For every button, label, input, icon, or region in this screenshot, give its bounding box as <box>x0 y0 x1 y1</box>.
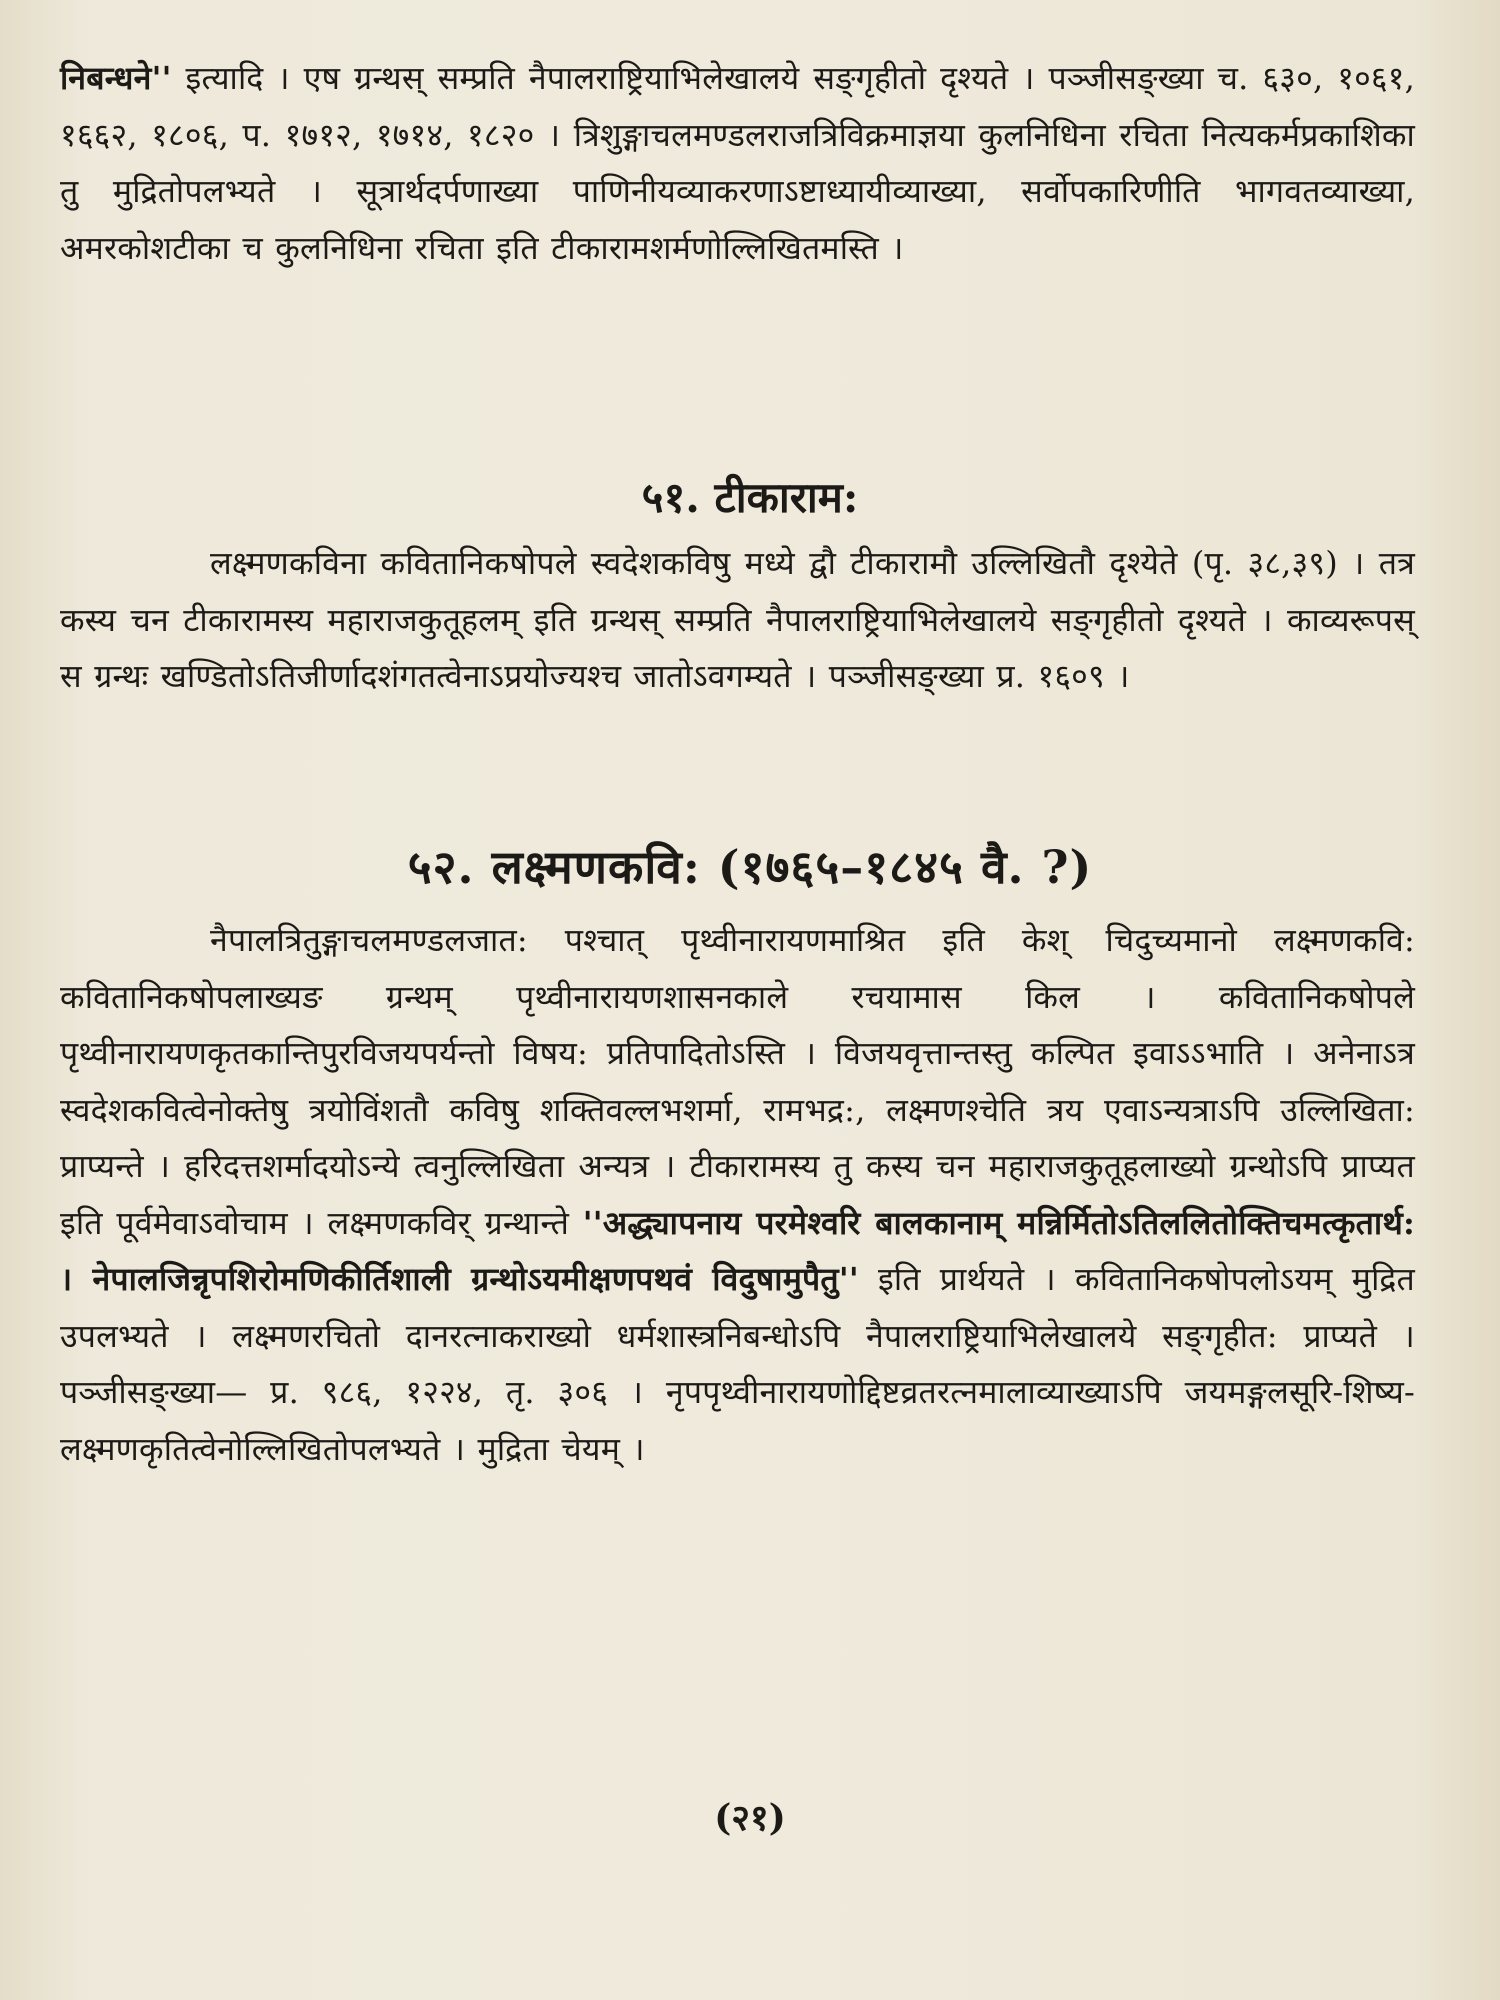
section-52-text-end: इति प्रार्थयते । कवितानिकषोपलोऽयम् मुद्रित उपलभ्यते । लक्ष्मणरचितो दानरत्नाकराख्यो धर्मशास्त्रनिबन्धोऽपि नैपालराष्ट्रियाभिलेखालये सङ्गृहीत: प्राप्यते । पञ्जीसङ्ख्या— प्र. ९८६, १२२४, तृ. ३०६ । नृपपृथ्वीनारायणोद्दिष्टव्रतरत्नमालाव्याख्याऽपि जयमङ्गलसूरि-शिष्य-लक्ष्मणकृतित्वेनोल्लिखितोपलभ्यते । मुद्रिता चेयम् । <box>60 1260 1415 1468</box>
section-52-paragraph <box>60 912 1415 1477</box>
section-52-text-start: नैपालत्रितुङ्गाचलमण्डलजात: पश्चात् पृथ्वीनारायणमाश्रित इति केश् चिदुच्यमानो लक्ष्मणकवि: कवितानिकषोपलाख्यङ ग्रन्थम् पृथ्वीनारायणशासनकाले रचयामास किल । कवितानिकषोपले पृथ्वीनारायणकृतकान्तिपुरविजयपर्यन्तो विषय: प्रतिपादितोऽस्ति । विजयवृत्तान्तस्तु कल्पित इवाऽऽभाति । अनेनाऽत्र स्वदेशकवित्वेनोक्तेषु त्रयोविंशतौ कविषु शक्तिवल्लभशर्मा, रामभद्र:, लक्ष्मणश्चेति त्रय एवाऽन्यत्राऽपि उल्लिखिता: प्राप्यन्ते । हरिदत्तशर्मादयोऽन्ये त्वनुल्लिखिता अन्यत्र । टीकारामस्य तु कस्य चन महाराजकुतूहलाख्यो ग्रन्थोऽपि प्राप्यत इति पूर्वमेवाऽवोचाम । लक्ष्मणकविर् ग्रन्थान्ते <box>60 921 1415 1242</box>
page-number: (२१) <box>714 1797 786 1839</box>
intro-text: इत्यादि । एष ग्रन्थस् सम्प्रति नैपालराष्ट्रियाभिलेखालये सङ्गृहीतो दृश्यते । पञ्जीसङ्ख्या च. ६३०, १०६१, १६६२, १८०६, प. १७१२, १७१४, १८२० । त्रिशुङ्गाचलमण्डलराजत्रिविक्रमाज्ञया कुलनिधिना रचिता नित्यकर्मप्रकाशिका तु मुद्रितोपलभ्यते । सूत्रार्थदर्पणाख्या पाणिनीयव्याकरणाऽष्टाध्यायीव्याख्या, सर्वोपकारिणीति भागवतव्याख्या, अमरकोशटीका च कुलनिधिना रचिता इति टीकारामशर्मणोल्लिखितमस्ति । <box>60 59 1415 267</box>
section-51-heading: ५१. टीकाराम: <box>641 473 859 522</box>
section-52-quote: ''अद्ध्यापनाय परमेश्वरि बालकानाम् मन्निर्मितोऽतिललितोक्तिचमत्कृतार्थ: । नेपालजिन्नृपशिरोमणिकीर्तिशाली ग्रन्थोऽयमीक्षणपथवं विदुषामुपैतु'' <box>60 1203 1416 1298</box>
section-51-paragraph: लक्ष्मणकविना कवितानिकषोपले स्वदेशकविषु मध्ये द्वौ टीकारामौ उल्लिखितौ दृश्येते (पृ. ३८,३९) । तत्र कस्य चन टीकारामस्य महाराजकुतूहलम् इति ग्रन्थस् सम्प्रति नैपालराष्ट्रियाभिलेखालये सङ्गृहीतो दृश्यते । काव्यरूपस् स ग्रन्थः खण्डितोऽतिजीर्णादशंगतत्वेनाऽप्रयोज्यश्च जातोऽवगम्यते । पञ्जीसङ्ख्या प्र. १६०९ । <box>60 544 1415 695</box>
intro-bold-lead: निबन्धने'' <box>60 59 172 97</box>
section-52-heading: ५२. लक्ष्मणकवि: (१७६५–१८४५ वै. ?) <box>407 840 1093 894</box>
intro-paragraph <box>60 50 1415 276</box>
